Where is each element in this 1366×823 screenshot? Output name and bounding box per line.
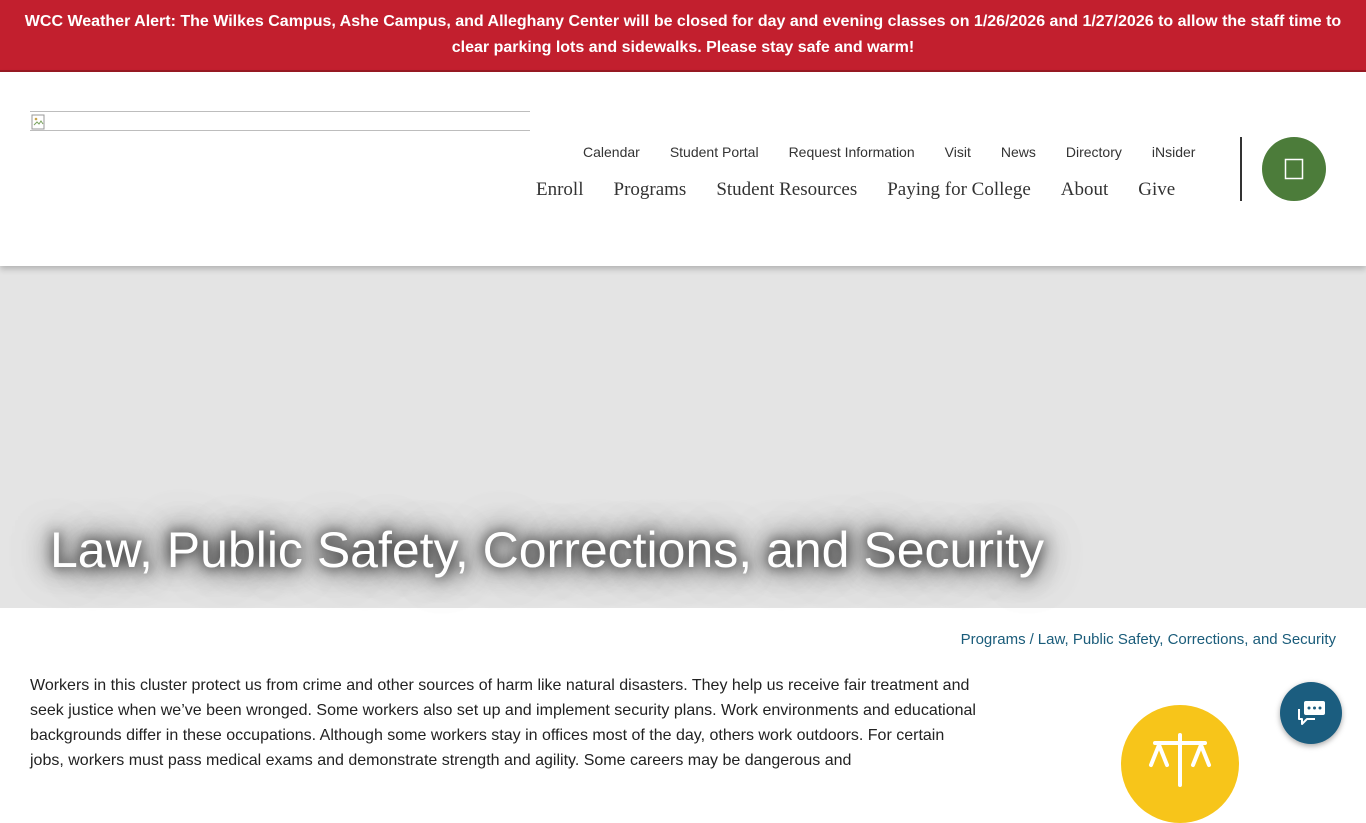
hero-banner [0,266,1366,608]
main-nav-student-resources[interactable]: Student Resources [716,179,858,200]
main-nav-about[interactable]: About [1060,179,1109,200]
breadcrumb-separator: / [1029,631,1034,648]
site-header [0,72,1366,266]
utility-link-visit[interactable]: Visit [944,144,971,160]
chat-button[interactable] [1280,682,1342,744]
alert-text: WCC Weather Alert: The Wilkes Campus, Ashe Campus, and Alleghany Center will be closed for day and evening classes on 1/26/2026 and 1/27/2026 to allow the staff time to clear parking lots and sidewalks. Please stay safe and warm! [24,13,1342,56]
search-button[interactable] [1262,137,1326,201]
main-nav-give[interactable]: Give [1138,179,1176,200]
utility-link-insider[interactable]: iNsider [1151,144,1196,160]
utility-link-request-information[interactable]: Request Information [788,144,915,160]
college-logo[interactable] [30,111,530,131]
page-title: Law, Public Safety, Corrections, and Security [50,522,1044,578]
utility-nav [568,143,1210,161]
utility-link-calendar[interactable]: Calendar [583,144,640,160]
main-nav [521,178,1190,202]
search-icon [1284,158,1304,180]
breadcrumb-programs[interactable]: Programs [960,631,1026,648]
breadcrumb [961,631,1336,649]
main-nav-programs[interactable]: Programs [613,179,687,200]
cluster-badge [1121,705,1239,823]
utility-link-directory[interactable]: Directory [1065,144,1122,160]
intro-paragraph: Workers in this cluster protect us from crime and other sources of harm like natural disasters. They help us receive fair treatment and seek justice when we’ve been wronged. Some workers also set up and implement security plans. Work environments and educational backgrounds differ in these occupations. Although some workers stay in offices most of the day, others work outdoors. For certain jobs, workers must pass medical exams and demonstrate strength and agility. Some careers may be dangerous and [30,677,976,769]
broken-image-icon [31,114,47,130]
nav-divider [1240,137,1242,201]
utility-link-student-portal[interactable]: Student Portal [669,144,759,160]
breadcrumb-current[interactable]: Law, Public Safety, Corrections, and Security [1037,631,1336,648]
scales-of-justice-icon [1121,705,1239,823]
main-nav-enroll[interactable]: Enroll [536,179,584,200]
utility-link-news[interactable]: News [1000,144,1036,160]
main-nav-paying-for-college[interactable]: Paying for College [887,179,1031,200]
weather-alert-banner [0,0,1366,72]
chat-icon [1295,699,1327,727]
